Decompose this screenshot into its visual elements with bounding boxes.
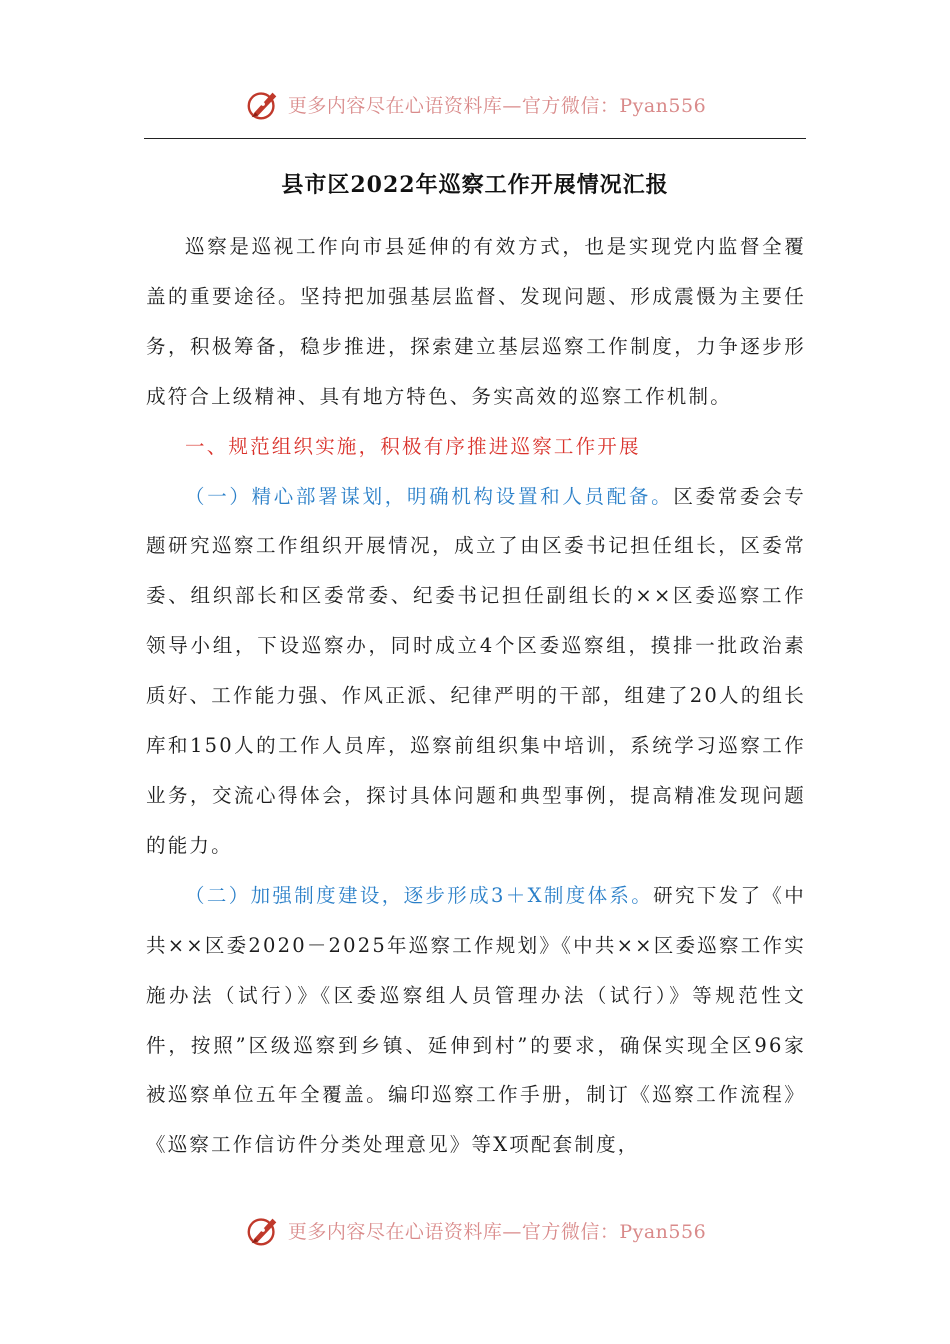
subsection-2-body: 研究下发了《中共××区委2020－2025年巡察工作规划》《中共××区委巡察工作实施办法（试行）》《区委巡察组人员管理办法（试行）》等规范性文件，按照”区级巡察到乡镇、延伸到村”的要求，确保实现全区96家被巡察单位五年全覆盖。编印巡察工作手册，制订《巡察工作流程》《巡察工作信访件分类处理意见》等X项配套制度，: [146, 883, 806, 1157]
subsection-heading-1: （一）精心部署谋划，明确机构设置和人员配备。: [185, 484, 674, 508]
pen-nib-logo-icon: [244, 85, 282, 123]
subsection-2-paragraph: [146, 871, 806, 1170]
document-title: 县市区2022年巡察工作开展情况汇报: [281, 172, 669, 198]
watermark-text: 更多内容尽在心语资料库—官方微信：Pyan556: [287, 94, 707, 117]
document-body: [146, 222, 806, 1170]
section-heading-1: 一、规范组织实施，积极有序推进巡察工作开展: [185, 434, 641, 458]
pen-nib-logo-icon: [244, 1211, 282, 1249]
watermark-banner-bottom: [0, 1208, 950, 1252]
watermark-text: 更多内容尽在心语资料库—官方微信：Pyan556: [287, 1220, 707, 1243]
subsection-1-paragraph: [146, 472, 806, 871]
watermark-banner-top: [0, 82, 950, 126]
intro-paragraph: 巡察是巡视工作向市县延伸的有效方式，也是实现党内监督全覆盖的重要途径。坚持把加强基层监督、发现问题、形成震慑为主要任务，积极筹备，稳步推进，探索建立基层巡察工作制度，力争逐步形成符合上级精神、具有地方特色、务实高效的巡察工作机制。: [146, 235, 806, 408]
subsection-1-body: 区委常委会专题研究巡察工作组织开展情况，成立了由区委书记担任组长，区委常委、组织部长和区委常委、纪委书记担任副组长的××区委巡察工作领导小组，下设巡察办，同时成立4个区委巡察组，摸排一批政治素质好、工作能力强、作风正派、纪律严明的干部，组建了20人的组长库和150人的工作人员库，巡察前组织集中培训，系统学习巡察工作业务，交流心得体会，探讨具体问题和典型事例，提高精准发现问题的能力。: [146, 484, 806, 857]
subsection-heading-2: （二）加强制度建设，逐步形成3＋X制度体系。: [185, 883, 654, 907]
header-divider: [144, 138, 806, 139]
